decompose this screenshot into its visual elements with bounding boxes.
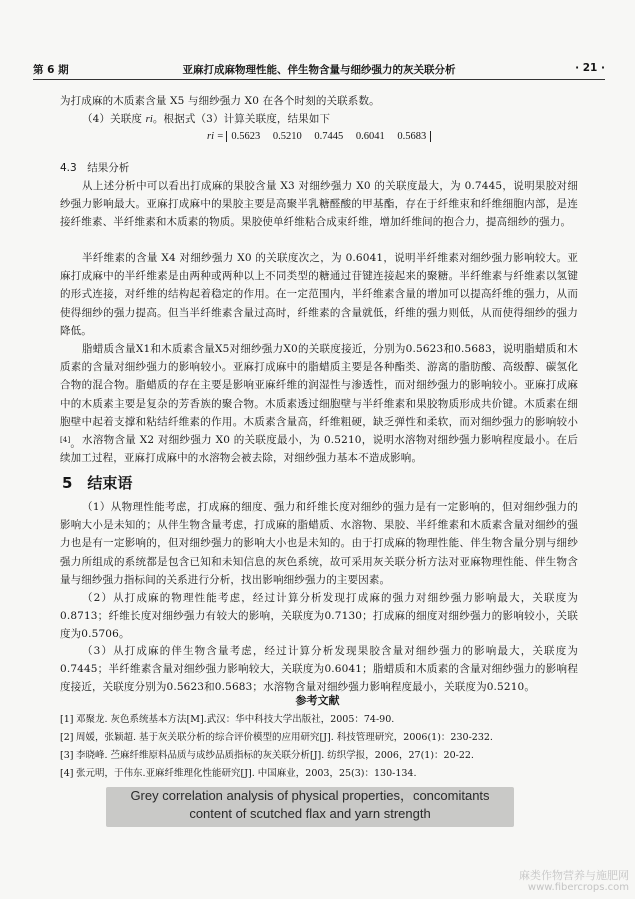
- reference-number: [4]: [60, 768, 74, 779]
- formula-vector: [226, 131, 431, 142]
- step4-prefix: （4）关联度: [82, 113, 143, 125]
- step4-suffix: 。根据式（3）计算关联度，结果如下: [152, 113, 331, 125]
- section-4-3-heading: 4.3 结果分析: [60, 162, 130, 174]
- formula-value: 0.7445: [314, 131, 344, 142]
- analysis-paragraph-pectin: 从上述分析中可以看出打成麻的果胶含量 X3 对细纱强力 X0 的关联度最大，为 0.7445，说明果胶对细纱强力影响最大。亚麻打成麻中的果胶主要是高聚半乳糖醛酸的甲基酯，存在于纤维束和纤维细胞内部，是连接纤维素、半纤维素和木质素的物质。果胶使单纤维粘合成束纤维，增加纤维间的抱合力，提高细纱的强力。: [60, 180, 578, 229]
- paragraph-continued: 为打成麻的木质素含量 X5 与细纱强力 X0 在各个时刻的关联系数。: [60, 95, 380, 107]
- header-rule: [33, 79, 605, 80]
- formula-value: 0.5210: [272, 131, 302, 142]
- reference-text: 张元明，于伟东.亚麻纤维理化性能研究[J]. 中国麻业，2003，25(3)：130-134.: [76, 768, 417, 779]
- analysis-paragraph-water-soluble: 水溶物含量 X2 对细纱强力 X0 的关联度最小，为 0.5210，说明水溶物对细纱强力影响程度最小。在后续加工过程，亚麻打成麻中的水溶物会被去除，对细纱强力基本不造成影响。: [60, 434, 578, 465]
- reference-item: [60, 711, 578, 729]
- reference-text: 李晓峰. 苎麻纤维原料品质与成纱品质指标的灰关联分析[J]. 纺织学报，2006，27(1)：20-22.: [76, 750, 474, 761]
- paragraph-end-punct: 。: [70, 437, 82, 450]
- conclusion-1: （1）从物理性能考虑，打成麻的细度、强力和纤维长度对细纱的强力是有一定影响的，但对细纱强力的影响大小是未知的；从伴生物含量考虑，打成麻的脂蜡质、水溶物、果胶、半纤维素和木质素含量对细纱的强力也是有一定影响的，但对细纱强力的影响大小也是未知的。由于打成麻的物理性能、伴生物含量分别与细纱强力所组成的系统都是包含已知和未知信息的灰色系统，故可采用灰关联分析方法对亚麻物理性能、伴生物含量与细纱强力指标间的关系进行分析，找出影响细纱强力的主要因素。: [60, 501, 578, 586]
- issue-number: 第 6 期: [33, 64, 69, 76]
- citation-4: [4]: [60, 436, 71, 445]
- section-5-heading: 5 结束语: [62, 474, 133, 492]
- formula-value: 0.6041: [355, 131, 385, 142]
- reference-item: [60, 747, 578, 765]
- conclusion-2: （2）从打成麻的物理性能考虑，经过计算分析发现打成麻的强力对细纱强力影响最大，关联度为0.8713；纤维长度对细纱强力有较大的影响，关联度为0.7130；打成麻的细度对细纱强力的影响较小，关联度为0.5706。: [60, 592, 578, 641]
- reference-item: [60, 765, 578, 783]
- reference-text: 周媛，张颖超. 基于灰关联分析的综合评价模型的应用研究[J]. 科技管理研究，2006(1)：230-232.: [76, 732, 493, 743]
- running-title: 亚麻打成麻物理性能、伴生物含量与细纱强力的灰关联分析: [182, 64, 456, 76]
- step4-line: [82, 110, 578, 129]
- reference-number: [3]: [60, 750, 74, 761]
- reference-item: [60, 729, 578, 747]
- conclusion-3: （3）从打成麻的伴生物含量考虑，经过计算分析发现果胶含量对细纱强力的影响最大，关联度为0.7445；半纤维素含量对细纱强力影响较大，关联度为0.6041；脂蜡质和木质素的含量对细纱强力的影响程度接近，关联度分别为0.5623和0.5683；水溶物含量对细纱强力影响程度最小，关联度为0.5210。: [60, 645, 578, 694]
- english-title-line-1: Grey correlation analysis of physical properties，concomitants: [130, 788, 490, 803]
- analysis-paragraph-hemicellulose: 半纤维素的含量 X4 对细纱强力 X0 的关联度次之，为 0.6041，说明半纤维素对细纱强力影响较大。亚麻打成麻中的半纤维素是由两种或两种以上不同类型的糖通过苷键连接起来的聚糖。半纤维素与纤维素以氢键的形式连接，对纤维的结构起着稳定的作用。在一定范围内，半纤维素含量的增加可以提高纤维的强力，从而使得细纱的强力提高。但当半纤维素含量过高时，纤维素的含量就低，纤维的强力则低，从而使得细纱的强力降低。: [60, 252, 578, 337]
- wax-lignin-text: 脂蜡质含量X1和木质素含量X5对细纱强力X0的关联度接近，分别为0.5623和0.5683，说明脂蜡质和木质素的含量对细纱强力的影响较小。亚麻打成麻中的脂蜡质主要是各种酯类、游离的脂肪酸、高级醇、碳氢化合物的混合物。脂蜡质的存在主要是影响亚麻纤维的润湿性与渗透性，而对细纱强力的影响较小。亚麻打成麻中的木质素主要是复杂的芳香族的聚合物。木质素透过细胞壁与半纤维素和果胶物质形成共价键。木质素在细胞壁中起着支撑和粘结纤维素的作用。木质素含量高，纤维粗硬，缺乏弹性和柔软，而对细纱强力的影响较小: [60, 343, 578, 428]
- reference-number: [2]: [60, 732, 74, 743]
- relation-formula: [207, 131, 431, 142]
- english-title-line-2: content of scutched flax and yarn strength: [189, 806, 431, 821]
- running-header: [33, 60, 605, 78]
- formula-value: 0.5683: [397, 131, 427, 142]
- formula-value: 0.5623: [231, 131, 261, 142]
- formula-symbol: ri =: [207, 131, 224, 142]
- references-title: 参考文献: [295, 694, 340, 707]
- watermark-url: www.fibercrops.com: [527, 882, 629, 893]
- page-number: · 21 ·: [575, 62, 605, 74]
- reference-text: 邓聚龙. 灰色系统基本方法[M].武汉：华中科技大学出版社，2005：74-90.: [76, 714, 395, 725]
- reference-number: [1]: [60, 714, 74, 725]
- relation-symbol: ri: [145, 114, 153, 125]
- english-title-box: [106, 787, 514, 827]
- watermark-site-name: 麻类作物营养与施肥网: [519, 869, 629, 882]
